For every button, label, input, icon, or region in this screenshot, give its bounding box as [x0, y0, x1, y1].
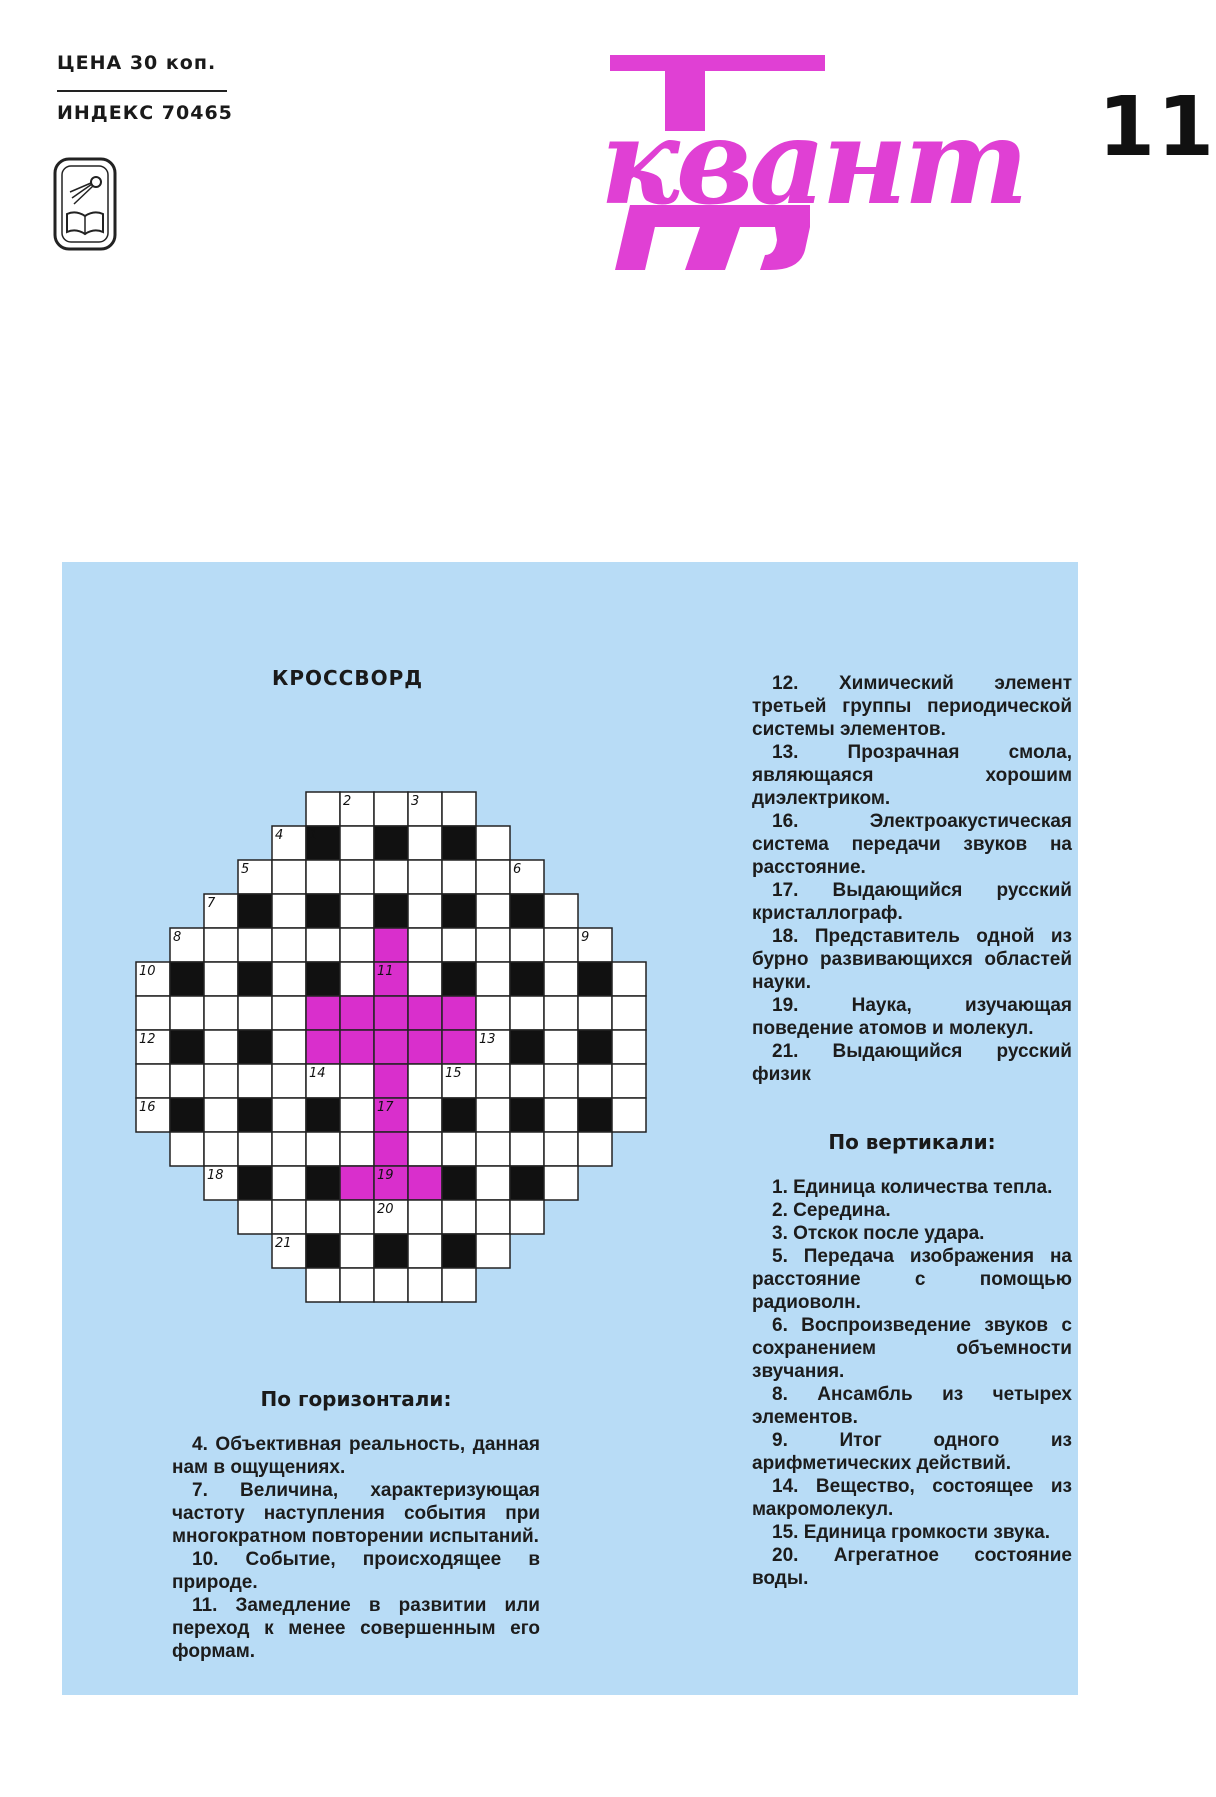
crossword-cell: [612, 962, 646, 996]
price-divider: [57, 90, 227, 92]
crossword-cell: [272, 894, 306, 928]
clue-h-13: 13. Прозрачная смола, являющаяся хорошим диэлектриком.: [752, 742, 1072, 809]
crossword-cell: [578, 996, 612, 1030]
crossword-cell: [340, 894, 374, 928]
crossword-cell: [510, 1166, 544, 1200]
clue-v-15: 15. Единица громкости звука.: [772, 1522, 1050, 1543]
clue-v-6: 6. Воспроизведение звуков с сохранением объемности звучания.: [752, 1315, 1072, 1382]
crossword-cell: [374, 1234, 408, 1268]
crossword-cell: [238, 962, 272, 996]
crossword-cell: [306, 962, 340, 996]
index-label: ИНДЕКС 70465: [57, 102, 233, 124]
crossword-panel: [62, 562, 1078, 1695]
crossword-cell: [408, 860, 442, 894]
crossword-cell: [408, 928, 442, 962]
clue-h-4: 4. Объективная реальность, данная нам в ощущениях.: [172, 1434, 540, 1478]
crossword-cell: [578, 1098, 612, 1132]
crossword-cell: [306, 860, 340, 894]
crossword-cell-number: 21: [275, 1236, 292, 1251]
crossword-cell: [340, 1132, 374, 1166]
crossword-cell-number: 2: [343, 794, 352, 809]
crossword-cell: [476, 996, 510, 1030]
crossword-cell: [238, 894, 272, 928]
crossword-cell: [238, 1200, 272, 1234]
crossword-cell: [170, 1132, 204, 1166]
crossword-title: КРОССВОРД: [272, 666, 424, 690]
crossword-cell: [374, 996, 408, 1030]
crossword-cell: [442, 962, 476, 996]
crossword-cell: [442, 1200, 476, 1234]
crossword-cell: [612, 1064, 646, 1098]
crossword-cell-number: 16: [139, 1100, 156, 1115]
crossword-cell-number: 18: [207, 1168, 224, 1183]
crossword-cell-number: 11: [377, 964, 394, 979]
crossword-left-column: [62, 562, 592, 1695]
clue-v-3: 3. Отскок после удара.: [772, 1223, 985, 1244]
crossword-cell: [476, 1234, 510, 1268]
crossword-cell-number: 3: [411, 794, 420, 809]
crossword-cell: [272, 928, 306, 962]
crossword-cell: [442, 1132, 476, 1166]
crossword-cell: [340, 928, 374, 962]
crossword-cell: [442, 1030, 476, 1064]
clue-h-17: 17. Выдающийся русский кристаллограф.: [752, 880, 1072, 924]
crossword-cell: [306, 894, 340, 928]
crossword-cell: [510, 928, 544, 962]
crossword-cell: [272, 1200, 306, 1234]
crossword-cell-number: 13: [479, 1032, 496, 1047]
crossword-cell: [238, 1030, 272, 1064]
crossword-cell: [340, 1098, 374, 1132]
crossword-cell: [306, 1234, 340, 1268]
clue-v-5: 5. Передача изображения на расстояние с помощью радиоволн.: [752, 1246, 1072, 1313]
crossword-cell: [442, 894, 476, 928]
crossword-cell-number: 7: [207, 896, 216, 911]
crossword-cell-number: 8: [173, 930, 182, 945]
crossword-cell: [408, 1234, 442, 1268]
crossword-cell: [238, 1132, 272, 1166]
crossword-cell: [544, 962, 578, 996]
clue-h-18: 18. Представитель одной из бурно развивающихся областей науки.: [752, 926, 1072, 993]
issue-number: 11: [1098, 80, 1216, 175]
crossword-cell: [442, 792, 476, 826]
clue-h-11: 11. Замедление в развитии или переход к менее совершенным его формам.: [172, 1595, 540, 1662]
crossword-cell: [476, 894, 510, 928]
crossword-cell: [204, 1098, 238, 1132]
crossword-cell: [476, 860, 510, 894]
crossword-cell: [136, 996, 170, 1030]
crossword-cell: [340, 1268, 374, 1302]
crossword-cell: [204, 928, 238, 962]
crossword-cell-number: 12: [139, 1032, 156, 1047]
crossword-grid: [122, 782, 602, 1302]
clue-v-1: 1. Единица количества тепла.: [772, 1177, 1053, 1198]
crossword-cell: [340, 826, 374, 860]
crossword-cell: [238, 996, 272, 1030]
crossword-cell: [476, 962, 510, 996]
crossword-cell: [374, 1132, 408, 1166]
crossword-cell: [408, 1268, 442, 1302]
crossword-cell: [170, 996, 204, 1030]
horizontal-heading: По горизонтали:: [260, 1387, 452, 1411]
clue-v-14: 14. Вещество, состоящее из макромолекул.: [752, 1476, 1072, 1520]
crossword-cell: [238, 1098, 272, 1132]
crossword-cell: [306, 996, 340, 1030]
crossword-cell: [374, 1064, 408, 1098]
crossword-cell: [272, 996, 306, 1030]
crossword-cell: [238, 1064, 272, 1098]
crossword-cell: [408, 1132, 442, 1166]
crossword-cell-number: 1: [309, 828, 318, 843]
crossword-cell: [408, 996, 442, 1030]
crossword-cell: [136, 1064, 170, 1098]
crossword-cell: [408, 1030, 442, 1064]
crossword-cell: [408, 1200, 442, 1234]
crossword-cell: [510, 962, 544, 996]
crossword-cell: [272, 1030, 306, 1064]
crossword-cell: [340, 1200, 374, 1234]
logo-text: квант: [600, 92, 1025, 231]
clue-v-8: 8. Ансамбль из четырех элементов.: [752, 1384, 1072, 1428]
clue-h-7: 7. Величина, характеризующая частоту наступления события при многократном повторении испытаний.: [172, 1480, 540, 1547]
crossword-cell: [476, 1064, 510, 1098]
crossword-cell: [612, 1098, 646, 1132]
vertical-clues: [752, 1176, 1072, 1590]
crossword-cell-number: 15: [445, 1066, 462, 1081]
crossword-cell: [204, 1132, 238, 1166]
crossword-cell: [510, 1200, 544, 1234]
crossword-cell: [544, 928, 578, 962]
crossword-cell: [306, 1268, 340, 1302]
crossword-cell: [578, 1030, 612, 1064]
crossword-cell: [374, 1268, 408, 1302]
crossword-cell: [408, 1064, 442, 1098]
crossword-cell: [340, 1030, 374, 1064]
horizontal-clues: [172, 1387, 540, 1663]
clue-v-9: 9. Итог одного из арифметических действий.: [752, 1430, 1072, 1474]
crossword-cell: [510, 894, 544, 928]
crossword-cell: [476, 826, 510, 860]
crossword-cell: [612, 996, 646, 1030]
crossword-cell: [374, 894, 408, 928]
crossword-cell: [544, 894, 578, 928]
crossword-cell: [476, 1200, 510, 1234]
crossword-cell-number: 4: [275, 828, 284, 843]
crossword-cell: [476, 1098, 510, 1132]
crossword-cell-number: 10: [139, 964, 156, 979]
crossword-cell: [408, 826, 442, 860]
crossword-right-column: [752, 672, 1072, 1590]
crossword-cell-number: 19: [377, 1168, 394, 1183]
crossword-cell: [544, 1030, 578, 1064]
clue-v-2: 2. Середина.: [772, 1200, 891, 1221]
crossword-cell: [204, 996, 238, 1030]
crossword-cell-number: 5: [241, 862, 250, 877]
crossword-cell-number: 20: [377, 1202, 394, 1217]
crossword-cell: [510, 996, 544, 1030]
kvant-logo: [600, 55, 1070, 270]
crossword-cell: [340, 860, 374, 894]
crossword-cell: [340, 962, 374, 996]
crossword-cell: [374, 928, 408, 962]
crossword-cell: [272, 1132, 306, 1166]
crossword-cell: [442, 1166, 476, 1200]
clue-h-16: 16. Электроакустическая система передачи звуков на расстояние.: [752, 811, 1072, 878]
crossword-cell: [544, 1064, 578, 1098]
crossword-cell: [170, 962, 204, 996]
crossword-cell: [340, 1064, 374, 1098]
crossword-cell: [204, 1030, 238, 1064]
crossword-cell: [306, 1098, 340, 1132]
crossword-cell: [442, 996, 476, 1030]
clue-h-12: 12. Химический элемент третьей группы периодической системы элементов.: [752, 673, 1072, 740]
clue-h-10: 10. Событие, происходящее в природе.: [172, 1549, 540, 1593]
crossword-cell: [442, 860, 476, 894]
crossword-cell: [476, 1166, 510, 1200]
crossword-cell: [442, 928, 476, 962]
crossword-cell-number: 9: [581, 930, 590, 945]
crossword-cell: [272, 962, 306, 996]
crossword-cell: [306, 1030, 340, 1064]
clue-h-21: 21. Выдающийся русский физик: [752, 1041, 1072, 1085]
price-label: ЦЕНА 30 коп.: [57, 52, 217, 74]
crossword-cell: [544, 1132, 578, 1166]
crossword-cell: [306, 792, 340, 826]
vertical-heading: По вертикали:: [828, 1130, 996, 1154]
crossword-cell: [408, 894, 442, 928]
crossword-cell: [442, 826, 476, 860]
crossword-cell: [170, 1064, 204, 1098]
crossword-cell: [306, 1132, 340, 1166]
crossword-cell: [612, 1030, 646, 1064]
crossword-cell: [408, 1166, 442, 1200]
crossword-cell: [442, 1268, 476, 1302]
crossword-cell: [476, 1132, 510, 1166]
crossword-cell: [238, 1166, 272, 1200]
crossword-cell: [374, 860, 408, 894]
crossword-cell: [340, 1166, 374, 1200]
crossword-cell: [340, 1234, 374, 1268]
crossword-cell: [306, 928, 340, 962]
crossword-cell: [272, 1166, 306, 1200]
crossword-cell: [170, 1098, 204, 1132]
crossword-cell: [578, 1132, 612, 1166]
crossword-cell: [510, 1098, 544, 1132]
crossword-cell: [272, 1064, 306, 1098]
crossword-cell: [578, 962, 612, 996]
crossword-cell-number: 17: [377, 1100, 394, 1115]
clue-h-19: 19. Наука, изучающая поведение атомов и молекул.: [752, 995, 1072, 1039]
crossword-cell: [374, 826, 408, 860]
crossword-cell: [374, 1030, 408, 1064]
crossword-cell: [578, 1064, 612, 1098]
crossword-cell: [374, 792, 408, 826]
crossword-cell: [510, 1030, 544, 1064]
crossword-cell-number: 6: [513, 862, 522, 877]
crossword-cell: [408, 962, 442, 996]
crossword-cell: [510, 1064, 544, 1098]
clue-v-20: 20. Агрегатное состояние воды.: [752, 1545, 1072, 1589]
crossword-cell-number: 14: [309, 1066, 326, 1081]
crossword-cell: [476, 928, 510, 962]
satellite-book-emblem-icon: [52, 156, 118, 252]
crossword-cell: [204, 1064, 238, 1098]
crossword-cell: [306, 1166, 340, 1200]
crossword-cell: [272, 860, 306, 894]
crossword-cell: [204, 962, 238, 996]
crossword-cell: [340, 996, 374, 1030]
crossword-cell: [544, 1098, 578, 1132]
crossword-cell: [442, 1098, 476, 1132]
crossword-cell: [442, 1234, 476, 1268]
crossword-cell: [306, 1200, 340, 1234]
crossword-cell: [408, 1098, 442, 1132]
crossword-cell: [238, 928, 272, 962]
crossword-cell: [272, 1098, 306, 1132]
crossword-cell: [544, 996, 578, 1030]
crossword-cell: [510, 1132, 544, 1166]
crossword-cell: [544, 1166, 578, 1200]
crossword-cell: [170, 1030, 204, 1064]
